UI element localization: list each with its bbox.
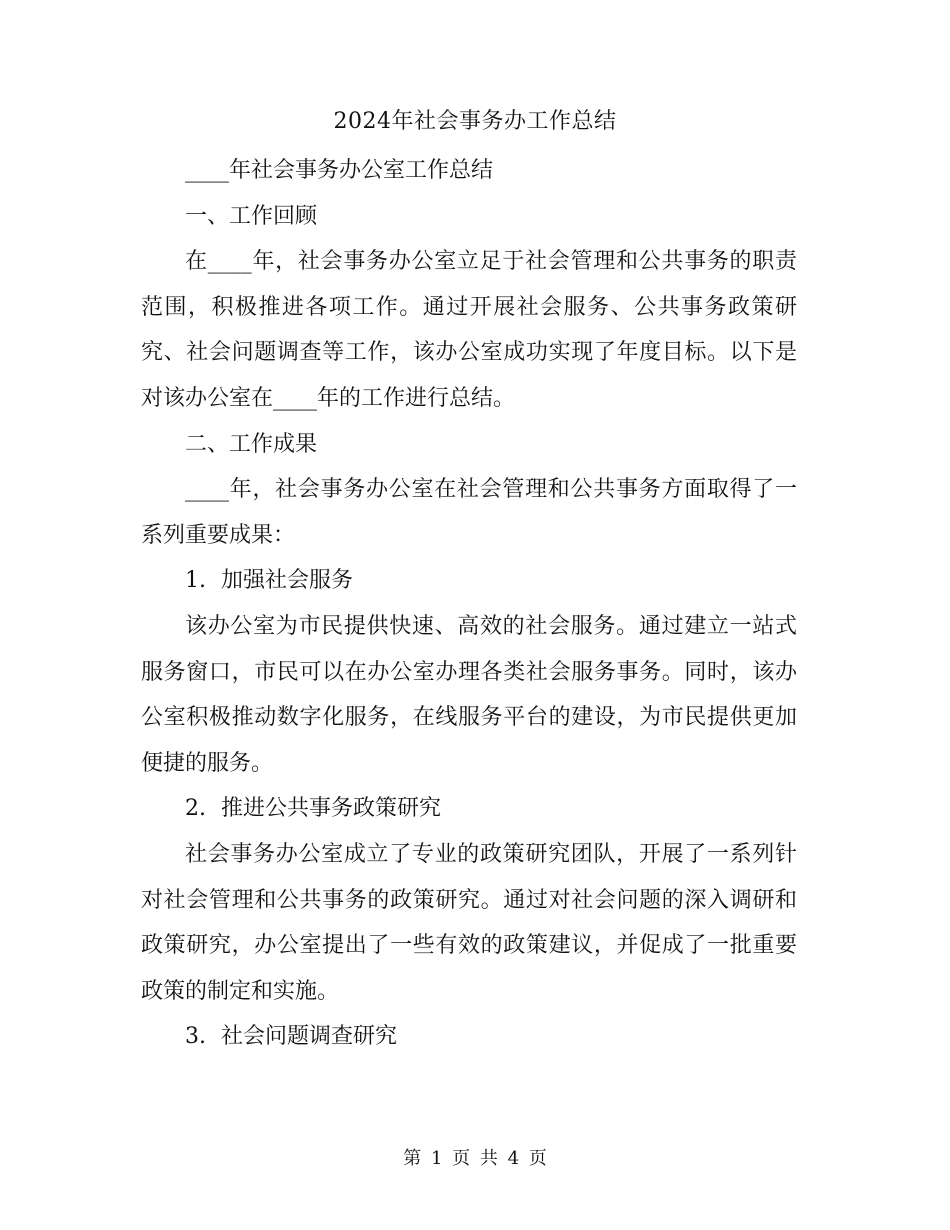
document-title: 2024年社会事务办工作总结	[333, 109, 617, 134]
document-body	[141, 148, 797, 1060]
paragraph-policy-research: 社会事务办公室成立了专业的政策研究团队，开展了一系列针对社会管理和公共事务的政策研究。通过对社会问题的深入调研和政策研究，办公室提出了一些有效的政策建议，并促成了一批重要政策的制定和实施。	[141, 841, 797, 1004]
item-number: 1.	[185, 568, 206, 594]
paragraph-results-intro: ____年，社会事务办公室在社会管理和公共事务方面取得了一系列重要成果：	[141, 477, 797, 548]
paragraph-review: 在____年，社会事务办公室立足于社会管理和公共事务的职责范围，积极推进各项工作。通过开展社会服务、公共事务政策研究、社会问题调查等工作，该办公室成功实现了年度目标。以下是对该办公室在____年的工作进行总结。	[141, 249, 797, 411]
section-heading-results: 二、工作成果	[185, 431, 318, 457]
paragraph-social-service: 该办公室为市民提供快速、高效的社会服务。通过建立一站式服务窗口，市民可以在办公室办理各类社会服务事务。同时，该办公室积极推动数字化服务，在线服务平台的建设，为市民提供更加便捷的服务。	[141, 613, 797, 776]
item-number: 3.	[185, 1024, 206, 1050]
item-heading-policy-research	[141, 786, 797, 832]
document-subtitle: ____年社会事务办公室工作总结	[185, 158, 494, 183]
item-heading-text: 社会问题调查研究	[221, 1024, 398, 1050]
page-number-footer: 第 1 页 共 4 页	[403, 1148, 547, 1169]
section-heading-review: 一、工作回顾	[185, 203, 318, 229]
item-number: 2.	[185, 796, 206, 822]
item-heading-social-service	[141, 558, 797, 604]
item-heading-text: 加强社会服务	[221, 568, 354, 594]
item-heading-text: 推进公共事务政策研究	[221, 796, 442, 822]
item-heading-social-survey	[141, 1014, 797, 1060]
